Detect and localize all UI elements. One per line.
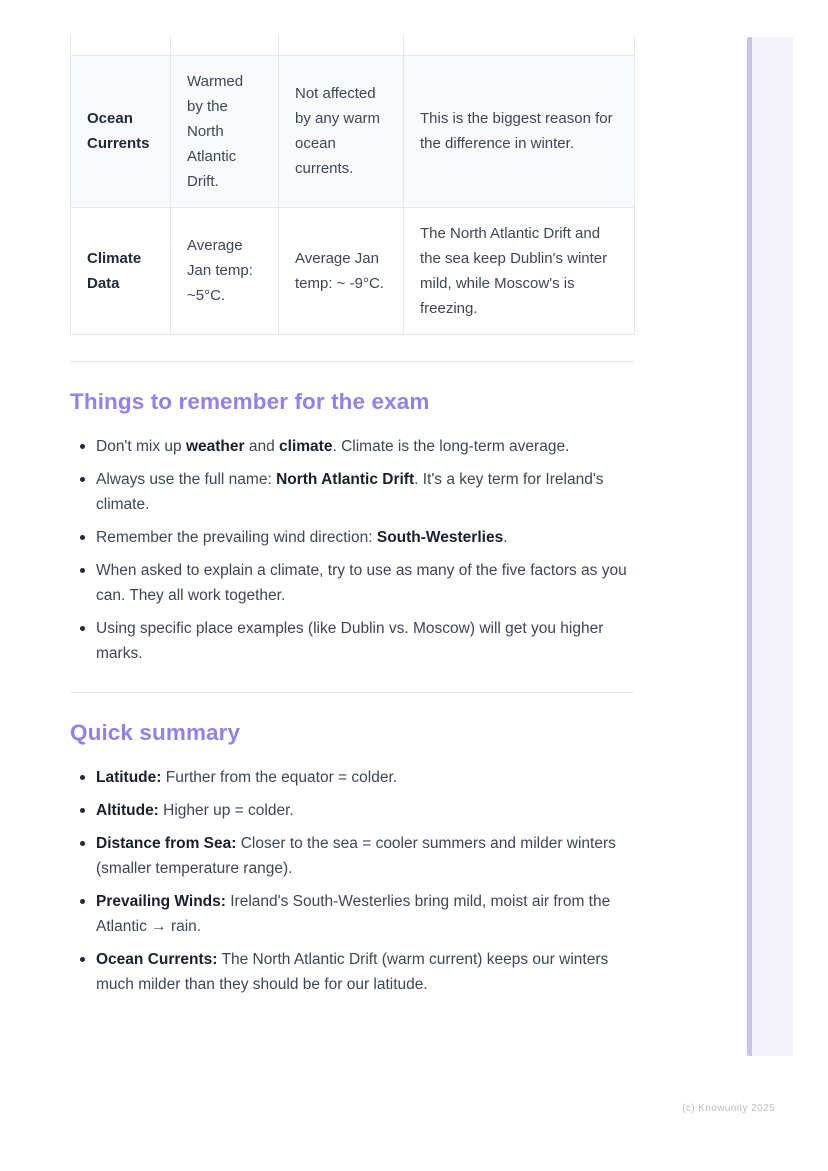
list-item: When asked to explain a climate, try to use as many of the five factors as you can. They all work together. (70, 558, 634, 608)
table-cell: The North Atlantic Drift and the sea keep Dublin's winter mild, while Moscow's is freezing. (404, 207, 635, 334)
exam-section-heading: Things to remember for the exam (70, 388, 430, 414)
list-item: Always use the full name: North Atlantic Drift. It's a key term for Ireland's climate. (70, 467, 634, 517)
list-item: Ocean Currents: The North Atlantic Drift (warm current) keeps our winters much milder than they should be for our latitude. (70, 947, 634, 997)
summary-list (70, 765, 634, 997)
section-divider (70, 361, 634, 362)
table-row-partial (71, 35, 635, 55)
list-item: Using specific place examples (like Dublin vs. Moscow) will get you higher marks. (70, 616, 634, 666)
list-item: Altitude: Higher up = colder. (70, 798, 634, 823)
table-cell (279, 35, 404, 55)
table-row-label: Ocean Currents (71, 55, 171, 207)
table-cell: Average Jan temp: ~5°C. (171, 207, 279, 334)
list-item: Don't mix up weather and climate. Climate is the long-term average. (70, 434, 634, 459)
summary-section-heading: Quick summary (70, 719, 241, 745)
table-cell: Average Jan temp: ~ -9°C. (279, 207, 404, 334)
list-item: Distance from Sea: Closer to the sea = cooler summers and milder winters (smaller temperature range). (70, 831, 634, 881)
table-cell: This is the biggest reason for the difference in winter. (404, 55, 635, 207)
table-cell (404, 35, 635, 55)
page-content (70, 0, 634, 1005)
next-page-edge (747, 37, 793, 1056)
climate-comparison-table (70, 35, 635, 335)
list-item: Latitude: Further from the equator = colder. (70, 765, 634, 790)
list-item: Prevailing Winds: Ireland's South-Westerlies bring mild, moist air from the Atlantic → rain. (70, 889, 634, 939)
list-item: Remember the prevailing wind direction: South-Westerlies. (70, 525, 634, 550)
table-row-ocean-currents (71, 55, 635, 207)
exam-notes-list (70, 434, 634, 666)
section-divider (70, 692, 634, 693)
table-cell (171, 35, 279, 55)
table-cell (71, 35, 171, 55)
table-cell: Not affected by any warm ocean currents. (279, 55, 404, 207)
table-row-climate-data (71, 207, 635, 334)
table-row-label: Climate Data (71, 207, 171, 334)
copyright-footer: (c) Knowunity 2025 (682, 1103, 775, 1114)
table-cell: Warmed by the North Atlantic Drift. (171, 55, 279, 207)
